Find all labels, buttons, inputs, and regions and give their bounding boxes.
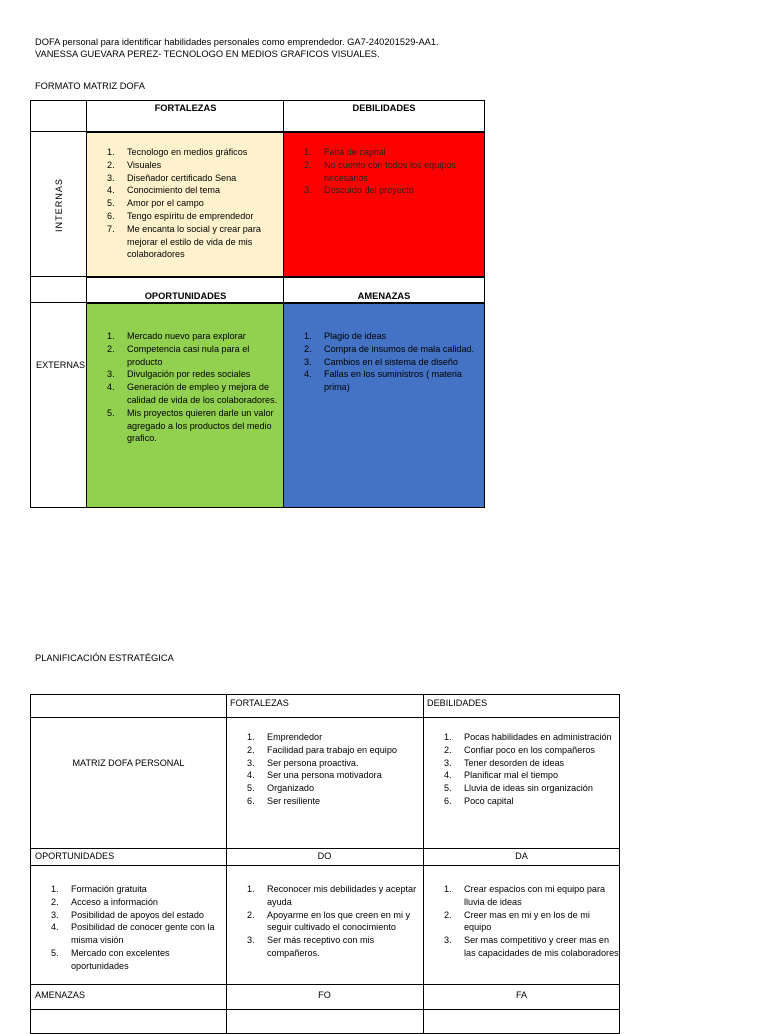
list-item: Pocas habilidades en administración <box>464 732 612 742</box>
list-item: Organizado <box>267 783 315 794</box>
document-title-line-2: VANESSA GUEVARA PEREZ- TECNOLOGO EN MEDIOS GRAFICOS VISUALES. <box>35 49 380 59</box>
plan-oportunidades-list <box>31 883 226 973</box>
oportunidades-cell <box>87 303 284 507</box>
list-item: Divulgación por redes sociales <box>127 369 251 380</box>
list-item: Compra de insumos de mala calidad. <box>324 343 475 354</box>
list-item: Creer mas en mi y en los de mi equipo <box>464 909 590 933</box>
list-item: Mercado nuevo para explorar <box>127 331 246 341</box>
list-item: Tecnologo en medios gráficos <box>127 147 248 157</box>
matriz-dofa-personal-label: MATRIZ DOFA PERSONAL <box>72 758 185 768</box>
fo-label: FO <box>318 990 331 1000</box>
list-item: Acceso a información <box>71 896 158 907</box>
list-item: Lluvia de ideas sin organización <box>464 783 593 794</box>
planning-title: PLANIFICACIÓN ESTRATÉGICA <box>35 653 174 663</box>
list-item: Tengo espíritu de emprendedor <box>127 210 254 221</box>
format-title: FORMATO MATRIZ DOFA <box>35 81 146 91</box>
fortalezas-header: FORTALEZAS <box>154 103 217 113</box>
plan-debilidades-header: DEBILIDADES <box>427 698 488 708</box>
list-item: No cuento con todos los equipos necesarios <box>324 159 456 183</box>
externas-label: EXTERNAS <box>36 360 86 370</box>
dofa-matrix <box>30 100 485 508</box>
fa-label: FA <box>515 990 528 1000</box>
planning-table <box>30 694 620 1034</box>
do-list <box>227 883 422 960</box>
do-label: DO <box>317 851 332 861</box>
da-label: DA <box>515 851 528 861</box>
list-item: Falta de capital <box>324 147 386 157</box>
plan-amenazas-header: AMENAZAS <box>35 990 86 1000</box>
list-item: Posibilidad de apoyos del estado <box>71 909 204 920</box>
amenazas-list <box>284 330 484 394</box>
plan-fortalezas-list <box>227 731 422 808</box>
list-item: Ser resiliente <box>267 795 321 806</box>
list-item: Diseñador certificado Sena <box>127 172 237 183</box>
list-item: Cambios en el sistema de diseño <box>324 356 458 367</box>
list-item: Emprendedor <box>267 732 323 742</box>
list-item: Confiar poco en los compañeros <box>464 744 595 755</box>
list-item: Visuales <box>127 159 162 170</box>
plan-oportunidades-header: OPORTUNIDADES <box>35 851 115 861</box>
list-item: Reconocer mis debilidades y aceptar ayuda <box>267 884 417 907</box>
list-item: Amor por el campo <box>127 198 204 209</box>
internas-label: INTERNAS <box>54 177 64 232</box>
list-item: Ser una persona motivadora <box>267 770 382 781</box>
list-item: Plagio de ideas <box>324 331 387 341</box>
fortalezas-cell <box>87 132 284 277</box>
list-item: Formación gratuita <box>71 884 147 894</box>
document-title-line-1: DOFA personal para identificar habilidades personales como emprendedor. GA7-240201529-AA1. <box>35 37 439 47</box>
da-list <box>424 883 619 960</box>
do-cell <box>227 883 422 960</box>
list-item: Mis proyectos quieren darle un valor agregado a los productos del medio grafico. <box>127 407 274 444</box>
list-item: Competencia casi nula para el producto <box>127 343 250 367</box>
amenazas-header: AMENAZAS <box>284 277 484 303</box>
oportunidades-list <box>87 330 284 445</box>
plan-debilidades-cell <box>424 731 619 808</box>
list-item: Facilidad para trabajo en equipo <box>267 744 397 755</box>
list-item: Generación de empleo y mejora de calidad de vida de los colaboradores. <box>127 382 278 405</box>
list-item: Mercado con excelentes oportunidades <box>71 947 170 971</box>
list-item: Me encanta lo social y crear para mejorar el estilo de vida de mis colaboradores <box>127 223 261 260</box>
list-item: Ser mas competitivo y creer mas en las capacidades de mis colaboradores <box>464 935 619 958</box>
plan-debilidades-list <box>424 731 619 808</box>
list-item: Planificar mal el tiempo <box>464 770 559 781</box>
list-item: Descuido del proyecto <box>324 185 414 196</box>
list-item: Crear espacios con mi equipo para lluvia de ideas <box>464 884 606 907</box>
list-item: Ser más receptivo con mis compañeros. <box>267 935 375 958</box>
plan-oportunidades-cell <box>31 883 226 973</box>
debilidades-list <box>284 146 484 197</box>
debilidades-cell <box>284 132 484 277</box>
list-item: Apoyarme en los que creen en mi y seguir cultivado el conocimiento <box>267 909 411 933</box>
list-item: Poco capital <box>464 795 514 806</box>
debilidades-header: DEBILIDADES <box>352 103 416 113</box>
list-item: Conocimiento del tema <box>127 185 221 196</box>
list-item: Fallas en los suministros ( materia prima) <box>324 369 462 393</box>
list-item: Tener desorden de ideas <box>464 757 565 768</box>
oportunidades-header: OPORTUNIDADES <box>87 277 284 303</box>
list-item: Ser persona proactiva. <box>267 757 359 768</box>
list-item: Posibilidad de conocer gente con la misma visión <box>71 922 215 946</box>
da-cell <box>424 883 619 960</box>
fortalezas-list <box>87 146 284 261</box>
amenazas-cell <box>284 303 484 507</box>
plan-fortalezas-cell <box>227 731 422 808</box>
plan-fortalezas-header: FORTALEZAS <box>230 698 289 708</box>
